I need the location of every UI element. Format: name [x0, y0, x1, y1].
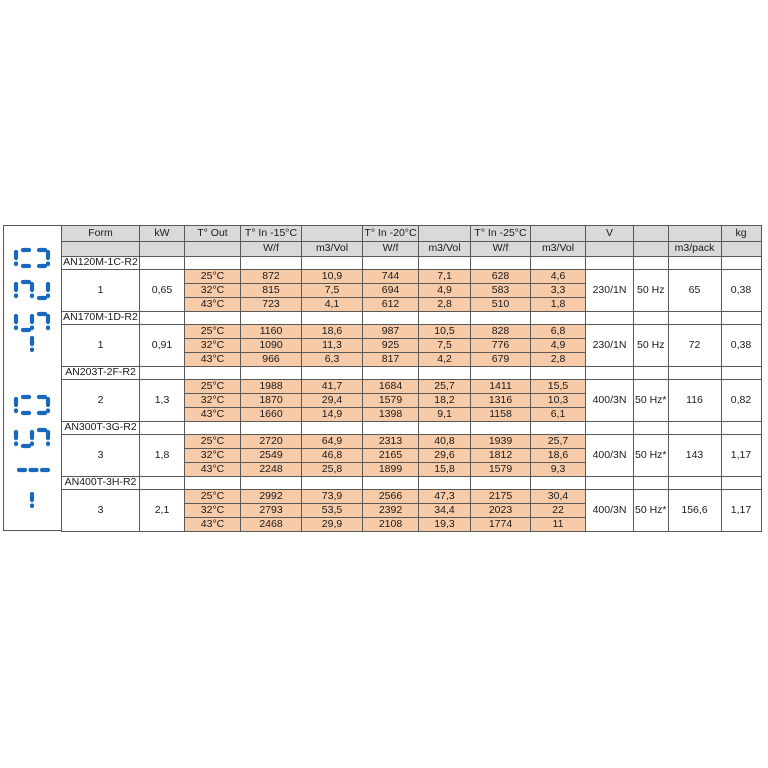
- empty-cell: [721, 367, 761, 380]
- m3vol-15-value: 46,8: [302, 449, 363, 463]
- m3vol-25-value: 22: [531, 504, 586, 518]
- form-value: 3: [62, 435, 140, 477]
- m3vol-25-value: 11: [531, 518, 586, 532]
- wf-15-value: 2720: [241, 435, 302, 449]
- header-spacer-20: [419, 226, 471, 242]
- empty-cell: [140, 257, 185, 270]
- t-out-value: 43°C: [185, 298, 241, 312]
- empty-cell: [140, 477, 185, 490]
- m3vol-20-value: 7,1: [419, 270, 471, 284]
- empty-cell: [241, 312, 302, 325]
- wf-15-value: 872: [241, 270, 302, 284]
- subheader-m3vol-15: m3/Vol: [302, 242, 363, 257]
- wf-20-value: 1684: [363, 380, 419, 394]
- wf-15-value: 1090: [241, 339, 302, 353]
- t-out-value: 43°C: [185, 353, 241, 367]
- empty-cell: [531, 367, 586, 380]
- m3vol-25-value: 15,5: [531, 380, 586, 394]
- kg-value: 1,17: [721, 435, 761, 477]
- empty-cell: [531, 422, 586, 435]
- header-spacer-pack: [668, 226, 721, 242]
- header-row-1: [62, 226, 762, 242]
- subheader-m3vol-25: m3/Vol: [531, 242, 586, 257]
- empty-cell: [302, 422, 363, 435]
- t-out-value: 43°C: [185, 518, 241, 532]
- empty-cell: [586, 422, 634, 435]
- wf-20-value: 987: [363, 325, 419, 339]
- model-name-row: [62, 477, 762, 490]
- m3vol-15-value: 4,1: [302, 298, 363, 312]
- wf-15-value: 2468: [241, 518, 302, 532]
- model-name: AN120M-1C-R2: [63, 256, 138, 269]
- m3pack-value: 72: [668, 325, 721, 367]
- empty-cell: [241, 367, 302, 380]
- empty-cell: [140, 367, 185, 380]
- wf-20-value: 2566: [363, 490, 419, 504]
- empty-cell: [586, 312, 634, 325]
- empty-cell: [363, 477, 419, 490]
- form-value: 2: [62, 380, 140, 422]
- m3vol-15-value: 53,5: [302, 504, 363, 518]
- empty-cell: [531, 477, 586, 490]
- empty-cell: [241, 257, 302, 270]
- empty-cell: [419, 422, 471, 435]
- header-v: V: [586, 226, 634, 242]
- m3vol-25-value: 9,3: [531, 463, 586, 477]
- header-t-in-15: T° In -15°C: [241, 226, 302, 242]
- header-spacer-25: [531, 226, 586, 242]
- m3vol-25-value: 4,6: [531, 270, 586, 284]
- header-t-out: T° Out: [185, 226, 241, 242]
- wf-20-value: 2392: [363, 504, 419, 518]
- empty-cell: [471, 312, 531, 325]
- m3vol-20-value: 25,7: [419, 380, 471, 394]
- subheader-v: [586, 242, 634, 257]
- wf-15-value: 1160: [241, 325, 302, 339]
- m3vol-20-value: 19,3: [419, 518, 471, 532]
- m3vol-20-value: 7,5: [419, 339, 471, 353]
- empty-cell: [531, 257, 586, 270]
- empty-cell: [531, 312, 586, 325]
- wf-25-value: 583: [471, 284, 531, 298]
- frequency-value: 50 Hz: [634, 325, 669, 367]
- wf-20-value: 1899: [363, 463, 419, 477]
- empty-cell: [241, 422, 302, 435]
- m3vol-25-value: 4,9: [531, 339, 586, 353]
- empty-cell: [668, 477, 721, 490]
- header-spacer-15: [302, 226, 363, 242]
- empty-cell: [668, 367, 721, 380]
- m3pack-value: 116: [668, 380, 721, 422]
- empty-cell: [302, 312, 363, 325]
- model-name-row: [62, 422, 762, 435]
- m3vol-20-value: 15,8: [419, 463, 471, 477]
- wf-25-value: 1411: [471, 380, 531, 394]
- empty-cell: [634, 312, 669, 325]
- empty-cell: [419, 367, 471, 380]
- m3vol-25-value: 6,8: [531, 325, 586, 339]
- t-out-value: 32°C: [185, 284, 241, 298]
- t-out-value: 25°C: [185, 270, 241, 284]
- header-spacer-hz: [634, 226, 669, 242]
- empty-cell: [185, 367, 241, 380]
- dashed-digit-code-graphic: [4, 226, 61, 530]
- empty-cell: [668, 257, 721, 270]
- empty-cell: [586, 367, 634, 380]
- kg-value: 1,17: [721, 490, 761, 532]
- wf-15-value: 815: [241, 284, 302, 298]
- empty-cell: [185, 257, 241, 270]
- empty-cell: [634, 367, 669, 380]
- model-name: AN300T-3G-R2: [62, 422, 140, 435]
- empty-cell: [668, 312, 721, 325]
- m3vol-15-value: 11,3: [302, 339, 363, 353]
- empty-cell: [363, 422, 419, 435]
- subheader-form: [62, 242, 140, 257]
- wf-25-value: 1939: [471, 435, 531, 449]
- m3vol-20-value: 4,2: [419, 353, 471, 367]
- voltage-value: 230/1N: [586, 270, 634, 312]
- t-out-value: 32°C: [185, 394, 241, 408]
- m3vol-20-value: 40,8: [419, 435, 471, 449]
- voltage-value: 400/3N: [586, 490, 634, 532]
- t-out-value: 32°C: [185, 449, 241, 463]
- m3vol-15-value: 29,9: [302, 518, 363, 532]
- m3vol-15-value: 6,3: [302, 353, 363, 367]
- m3vol-25-value: 18,6: [531, 449, 586, 463]
- m3vol-25-value: 30,4: [531, 490, 586, 504]
- m3vol-15-value: 7,5: [302, 284, 363, 298]
- frequency-value: 50 Hz*: [634, 380, 669, 422]
- t-out-value: 25°C: [185, 490, 241, 504]
- empty-cell: [471, 477, 531, 490]
- t-out-value: 32°C: [185, 339, 241, 353]
- wf-15-value: 966: [241, 353, 302, 367]
- data-row-25c: [62, 380, 762, 394]
- form-value: 1: [62, 270, 140, 312]
- empty-cell: [419, 257, 471, 270]
- m3vol-25-value: 1,8: [531, 298, 586, 312]
- wf-25-value: 1316: [471, 394, 531, 408]
- m3vol-20-value: 9,1: [419, 408, 471, 422]
- subheader-kg: [721, 242, 761, 257]
- wf-20-value: 2108: [363, 518, 419, 532]
- m3pack-value: 143: [668, 435, 721, 477]
- empty-cell: [586, 477, 634, 490]
- t-out-value: 43°C: [185, 408, 241, 422]
- kg-value: 0,38: [721, 270, 761, 312]
- m3vol-20-value: 2,8: [419, 298, 471, 312]
- empty-cell: [634, 477, 669, 490]
- data-row-25c: [62, 435, 762, 449]
- empty-cell: [363, 367, 419, 380]
- m3vol-20-value: 47,3: [419, 490, 471, 504]
- subheader-hz: [634, 242, 669, 257]
- kw-value: 0,65: [140, 270, 185, 312]
- m3pack-value: 65: [668, 270, 721, 312]
- empty-cell: [634, 422, 669, 435]
- empty-cell: [586, 257, 634, 270]
- data-row-25c: [62, 490, 762, 504]
- model-name: AN400T-3H-R2: [62, 477, 140, 490]
- m3vol-15-value: 14,9: [302, 408, 363, 422]
- wf-25-value: 1774: [471, 518, 531, 532]
- wf-15-value: 1870: [241, 394, 302, 408]
- t-out-value: 25°C: [185, 380, 241, 394]
- form-value: 1: [62, 325, 140, 367]
- voltage-value: 400/3N: [586, 380, 634, 422]
- t-out-value: 32°C: [185, 504, 241, 518]
- model-name: AN203T-2F-R2: [62, 367, 140, 380]
- wf-25-value: 510: [471, 298, 531, 312]
- empty-cell: [634, 257, 669, 270]
- empty-cell: [363, 312, 419, 325]
- wf-25-value: 2175: [471, 490, 531, 504]
- m3vol-20-value: 34,4: [419, 504, 471, 518]
- wf-20-value: 1579: [363, 394, 419, 408]
- spec-table: [61, 225, 762, 532]
- empty-cell: [721, 257, 761, 270]
- empty-cell: [721, 422, 761, 435]
- m3vol-15-value: 41,7: [302, 380, 363, 394]
- wf-15-value: 2248: [241, 463, 302, 477]
- model-name: AN170M-1D-R2: [63, 311, 138, 324]
- kg-value: 0,38: [721, 325, 761, 367]
- empty-cell: [302, 477, 363, 490]
- empty-cell: [302, 257, 363, 270]
- wf-20-value: 1398: [363, 408, 419, 422]
- subheader-m3vol-20: m3/Vol: [419, 242, 471, 257]
- m3vol-25-value: 6,1: [531, 408, 586, 422]
- m3vol-15-value: 64,9: [302, 435, 363, 449]
- wf-15-value: 1988: [241, 380, 302, 394]
- empty-cell: [140, 422, 185, 435]
- m3vol-15-value: 29,4: [302, 394, 363, 408]
- voltage-value: 400/3N: [586, 435, 634, 477]
- m3vol-15-value: 10,9: [302, 270, 363, 284]
- left-margin-vertical-code: [3, 225, 62, 531]
- wf-15-value: 1660: [241, 408, 302, 422]
- wf-25-value: 828: [471, 325, 531, 339]
- m3vol-20-value: 4,9: [419, 284, 471, 298]
- subheader-wf-20: W/f: [363, 242, 419, 257]
- empty-cell: [721, 312, 761, 325]
- wf-20-value: 694: [363, 284, 419, 298]
- empty-cell: [185, 312, 241, 325]
- kw-value: 0,91: [140, 325, 185, 367]
- empty-cell: [471, 257, 531, 270]
- m3vol-15-value: 73,9: [302, 490, 363, 504]
- empty-cell: [140, 312, 185, 325]
- wf-20-value: 744: [363, 270, 419, 284]
- m3vol-25-value: 2,8: [531, 353, 586, 367]
- empty-cell: [363, 257, 419, 270]
- model-name-row: [62, 367, 762, 380]
- kw-value: 1,3: [140, 380, 185, 422]
- empty-cell: [419, 477, 471, 490]
- header-t-in-25: T° In -25°C: [471, 226, 531, 242]
- subheader-wf-15: W/f: [241, 242, 302, 257]
- subheader-t-out: [185, 242, 241, 257]
- header-kw: kW: [140, 226, 185, 242]
- wf-20-value: 2313: [363, 435, 419, 449]
- m3vol-15-value: 25,8: [302, 463, 363, 477]
- empty-cell: [185, 477, 241, 490]
- subheader-wf-25: W/f: [471, 242, 531, 257]
- subheader-kw: [140, 242, 185, 257]
- empty-cell: [668, 422, 721, 435]
- frequency-value: 50 Hz*: [634, 490, 669, 532]
- wf-25-value: 628: [471, 270, 531, 284]
- m3vol-20-value: 18,2: [419, 394, 471, 408]
- empty-cell: [302, 367, 363, 380]
- wf-25-value: 1158: [471, 408, 531, 422]
- frequency-value: 50 Hz*: [634, 435, 669, 477]
- kg-value: 0,82: [721, 380, 761, 422]
- kw-value: 2,1: [140, 490, 185, 532]
- m3pack-value: 156,6: [668, 490, 721, 532]
- wf-15-value: 2549: [241, 449, 302, 463]
- data-row-25c: [62, 325, 762, 339]
- wf-15-value: 2793: [241, 504, 302, 518]
- m3vol-15-value: 18,6: [302, 325, 363, 339]
- header-kg: kg: [721, 226, 761, 242]
- wf-20-value: 925: [363, 339, 419, 353]
- wf-25-value: 2023: [471, 504, 531, 518]
- header-row-2: [62, 242, 762, 257]
- header-t-in-20: T° In -20°C: [363, 226, 419, 242]
- wf-25-value: 679: [471, 353, 531, 367]
- wf-25-value: 1812: [471, 449, 531, 463]
- wf-20-value: 817: [363, 353, 419, 367]
- empty-cell: [185, 422, 241, 435]
- empty-cell: [471, 422, 531, 435]
- frequency-value: 50 Hz: [634, 270, 669, 312]
- wf-15-value: 2992: [241, 490, 302, 504]
- m3vol-20-value: 10,5: [419, 325, 471, 339]
- m3vol-25-value: 3,3: [531, 284, 586, 298]
- wf-15-value: 723: [241, 298, 302, 312]
- empty-cell: [419, 312, 471, 325]
- empty-cell: [471, 367, 531, 380]
- voltage-value: 230/1N: [586, 325, 634, 367]
- empty-cell: [241, 477, 302, 490]
- m3vol-25-value: 10,3: [531, 394, 586, 408]
- header-form: Form: [62, 226, 140, 242]
- wf-20-value: 2165: [363, 449, 419, 463]
- t-out-value: 25°C: [185, 325, 241, 339]
- wf-25-value: 1579: [471, 463, 531, 477]
- subheader-m3pack: m3/pack: [668, 242, 721, 257]
- t-out-value: 43°C: [185, 463, 241, 477]
- empty-cell: [721, 477, 761, 490]
- model-name-row: [62, 257, 762, 270]
- data-row-25c: [62, 270, 762, 284]
- form-value: 3: [62, 490, 140, 532]
- model-name-row: [62, 312, 762, 325]
- t-out-value: 25°C: [185, 435, 241, 449]
- m3vol-20-value: 29,6: [419, 449, 471, 463]
- kw-value: 1,8: [140, 435, 185, 477]
- wf-25-value: 776: [471, 339, 531, 353]
- wf-20-value: 612: [363, 298, 419, 312]
- m3vol-25-value: 25,7: [531, 435, 586, 449]
